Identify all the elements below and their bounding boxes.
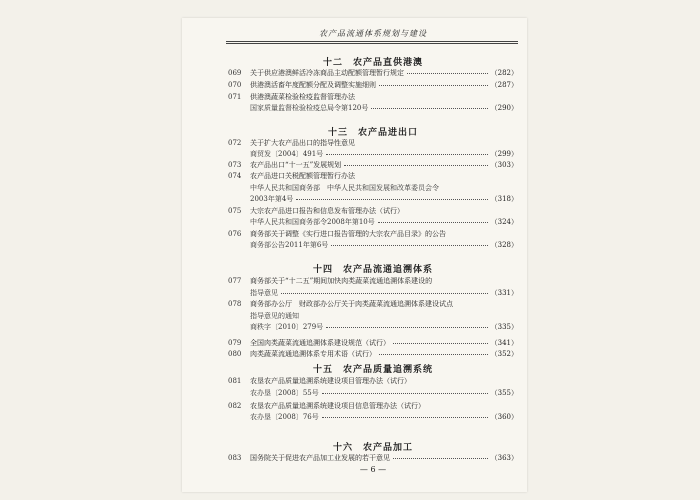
entry-subtitle: 指导意见的通知 [250,312,299,320]
leader-dots [379,354,494,355]
leader-dots [379,85,494,86]
toc-entry-line [228,453,518,464]
leader-dots [281,293,494,294]
toc-entry-line [228,160,518,171]
entry-subtitle: 中华人民共和国商务部令2008年第10号 [250,218,375,226]
entry-number: 078 [228,300,242,308]
toc-entry-line [228,68,518,79]
toc-entry-line [228,183,518,194]
toc-entry-line [228,217,518,228]
toc-entry-line [228,92,518,103]
section-title: 十二 农产品直供港澳 [322,58,423,68]
leader-dots [378,222,494,223]
section-title: 十五 农产品质量追溯系统 [312,365,433,375]
entry-subtitle: 2003年第4号 [250,195,294,203]
toc-entry-line [228,376,518,387]
toc-entry-line [228,311,518,322]
entry-title: 供港澳活畜年度配额分配及调整实施细则 [250,81,376,89]
section-title: 十六 农产品加工 [332,443,413,453]
page-reference: （299） [490,150,518,158]
entry-subtitle: 指导意见 [250,289,278,297]
page-reference: （287） [490,81,518,89]
page-reference: （341） [490,339,518,347]
page-number: — 6 — [359,465,387,474]
page-reference: （352） [490,350,518,358]
page-reference: （282） [490,69,518,77]
entry-number: 083 [228,454,242,462]
leader-dots [326,154,494,155]
page-reference: （355） [490,389,518,397]
leader-dots [407,73,494,74]
page-reference: （303） [490,161,518,169]
leader-dots [322,393,494,394]
entry-title: 关于扩大农产品出口的指导性意见 [250,139,355,147]
entry-title: 农产品出口“十一五”发展规划 [250,161,342,169]
toc-entry-line [228,80,518,91]
leader-dots [393,343,494,344]
page-reference: （328） [490,241,518,249]
entry-subtitle: 商贸发〔2004〕491号 [250,150,324,158]
page-reference: （331） [490,289,518,297]
entry-number: 072 [228,139,242,147]
entry-number: 071 [228,93,242,101]
toc-entry-line [228,194,518,205]
section-title: 十三 农产品进出口 [327,128,418,138]
entry-number: 075 [228,207,242,215]
entry-number: 079 [228,339,242,347]
entry-subtitle: 中华人民共和国商务部 中华人民共和国发展和改革委员会令 [250,184,439,192]
entry-title: 农垦农产品质量追溯系统建设项目管理办法（试行） [250,377,411,385]
entry-subtitle: 农办垦〔2008〕55号 [250,389,319,397]
page-reference: （335） [490,323,518,331]
entry-subtitle: 商务部公告2011年第6号 [250,241,329,249]
entry-title: 关于供应港澳鲜活冷冻商品主动配额管理暂行规定 [250,69,404,77]
entry-number: 074 [228,172,242,180]
toc-entry-line [228,103,518,114]
toc-entry-line [228,299,518,310]
entry-subtitle: 商秩字〔2010〕279号 [250,323,324,331]
page-reference: （363） [490,454,518,462]
entry-title: 全国肉类蔬菜流通追溯体系建设规范（试行） [250,339,390,347]
entry-title: 国务院关于促进农产品加工业发展的若干意见 [250,454,390,462]
toc-entry-line [228,388,518,399]
entry-title: 商务部关于“十二五”期间加快肉类蔬菜流通追溯体系建设的 [250,277,433,285]
toc-entry-line [228,322,518,333]
toc-entry-line [228,240,518,251]
toc-entry-line [228,229,518,240]
toc-entry-line [228,149,518,160]
leader-dots [322,417,494,418]
entry-number: 081 [228,377,242,385]
section-title: 十四 农产品流通追溯体系 [312,265,433,275]
entry-title: 商务部办公厅 财政部办公厅关于肉类蔬菜流通追溯体系建设试点 [250,300,453,308]
leader-dots [326,327,494,328]
entry-subtitle: 农办垦〔2008〕76号 [250,413,319,421]
leader-dots [371,108,494,109]
entry-title: 大宗农产品进口报告和信息发布管理办法（试行） [250,207,404,215]
toc-entry-line [228,338,518,349]
toc-entry-line [228,288,518,299]
leader-dots [331,245,494,246]
leader-dots [344,165,494,166]
running-header: 农产品流通体系规划与建设 [319,29,427,38]
entry-subtitle: 国家质量监督检验检疫总局令第120号 [250,104,369,112]
leader-dots [393,458,494,459]
entry-title: 农产品进口关税配额管理暂行办法 [250,172,355,180]
entry-title: 肉类蔬菜流通追溯体系专用术语（试行） [250,350,376,358]
entry-title: 农垦农产品质量追溯系统建设项目信息管理办法（试行） [250,402,425,410]
entry-title: 供港澳蔬菜检验检疫监督管理办法 [250,93,355,101]
page-reference: （318） [490,195,518,203]
toc-entry-line [228,412,518,423]
toc-entry-line [228,276,518,287]
page-reference: （324） [490,218,518,226]
toc-entry-line [228,401,518,412]
entry-number: 080 [228,350,242,358]
page-reference: （290） [490,104,518,112]
entry-number: 077 [228,277,242,285]
entry-number: 073 [228,161,242,169]
entry-number: 069 [228,69,242,77]
leader-dots [296,199,494,200]
entry-number: 082 [228,402,242,410]
header-rule [226,41,518,44]
entry-title: 商务部关于调整《实行进口报告管理的大宗农产品目录》的公告 [250,230,446,238]
toc-entry-line [228,138,518,149]
toc-entry-line [228,349,518,360]
toc-entry-line [228,206,518,217]
entry-number: 076 [228,230,242,238]
toc-entry-line [228,171,518,182]
entry-number: 070 [228,81,242,89]
page-reference: （360） [490,413,518,421]
